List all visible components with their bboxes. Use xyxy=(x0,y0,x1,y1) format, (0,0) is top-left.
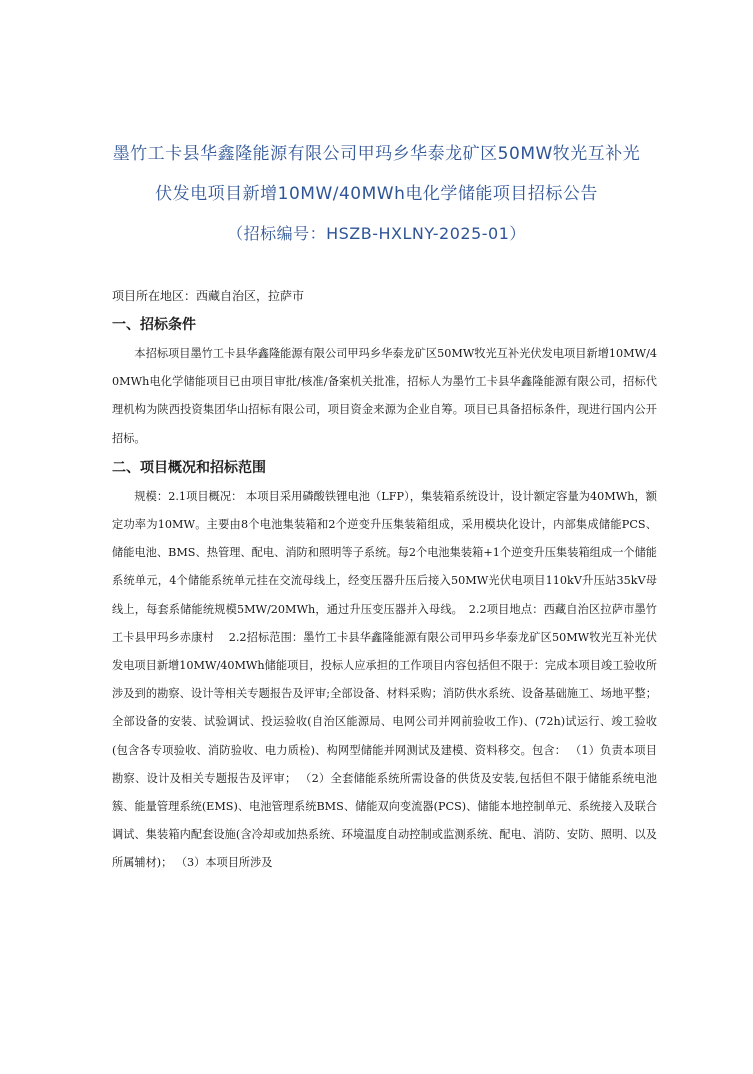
section-heading-tender-conditions: 一、招标条件 xyxy=(112,317,196,333)
title-line-1: 墨竹工卡县华鑫隆能源有限公司甲玛乡华泰龙矿区50MW牧光互补光 xyxy=(112,144,641,164)
section-paragraph-tender-conditions: 本招标项目墨竹工卡县华鑫隆能源有限公司甲玛乡华泰龙矿区50MW牧光互补光伏发电项目新增10MW/40MWh电化学储能项目已由项目审批/核准/备案机关批准，招标人为墨竹工卡县华鑫隆能源有限公司，招标代理机构为陕西投资集团华山招标有限公司，项目资金来源为企业自筹。项目已具备招标条件，现进行国内公开招标。 xyxy=(112,347,657,445)
document-title xyxy=(60,134,693,254)
section-heading-project-overview: 二、项目概况和招标范围 xyxy=(112,459,266,476)
section-paragraph-project-overview: 规模：2.1项目概况： 本项目采用磷酸铁锂电池（LFP），集装箱系统设计，设计额定容量为40MWh，额定功率为10MW。主要由8个电池集装箱和2个逆变升压集装箱组成，采用模块化设计，内部集成储能PCS、储能电池、BMS、热管理、配电、消防和照明等子系统。每2个电池集装箱+1个逆变升压集装箱组成一个储能系统单元，4个储能系统单元挂在交流母线上，经变压器升压后接入50MW光伏电项目110kV升压站35kV母线上，每套系储能统规模5MW/20MWh，通过升压变压器并入母线。 2.2项目地点：西藏自治区拉萨市墨竹工卡县甲玛乡赤康村 2.2招标范围：墨竹工卡县华鑫隆能源有限公司甲玛乡华泰龙矿区50MW牧光互补光伏发电项目新增10MW/40MWh储能项目，投标人应承担的工作项目内容包括但不限于：完成本项目竣工验收所涉及到的勘察、设计等相关专题报告及评审;全部设备、材料采购；消防供水系统、设备基础施工、场地平整；全部设备的安装、试验调试、投运验收(自治区能源局、电网公司并网前验收工作)、(72h)试运行、竣工验收(包含各专项验收、消防验收、电力质检)、构网型储能并网测试及建模、资料移交。包含： （1）负责本项目勘察、设计及相关专题报告及评审； （2）全套储能系统所需设备的供货及安装,包括但不限于储能系统电池簇、能量管理系统(EMS)、电池管理系统BMS、储能双向变流器(PCS)、储能本地控制单元、系统接入及联合调试、集装箱内配套设施(含冷却或加热系统、环境温度自动控制或监测系统、配电、消防、安防、照明、以及所属辅材)； （3）本项目所涉及 xyxy=(112,489,657,870)
project-location: 项目所在地区：西藏自治区，拉萨市 xyxy=(112,289,305,303)
tender-code: （招标编号：HSZB-HXLNY-2025-01） xyxy=(227,224,526,243)
document-body xyxy=(112,282,657,878)
title-line-2: 伏发电项目新增10MW/40MWh电化学储能项目招标公告 xyxy=(155,184,598,204)
